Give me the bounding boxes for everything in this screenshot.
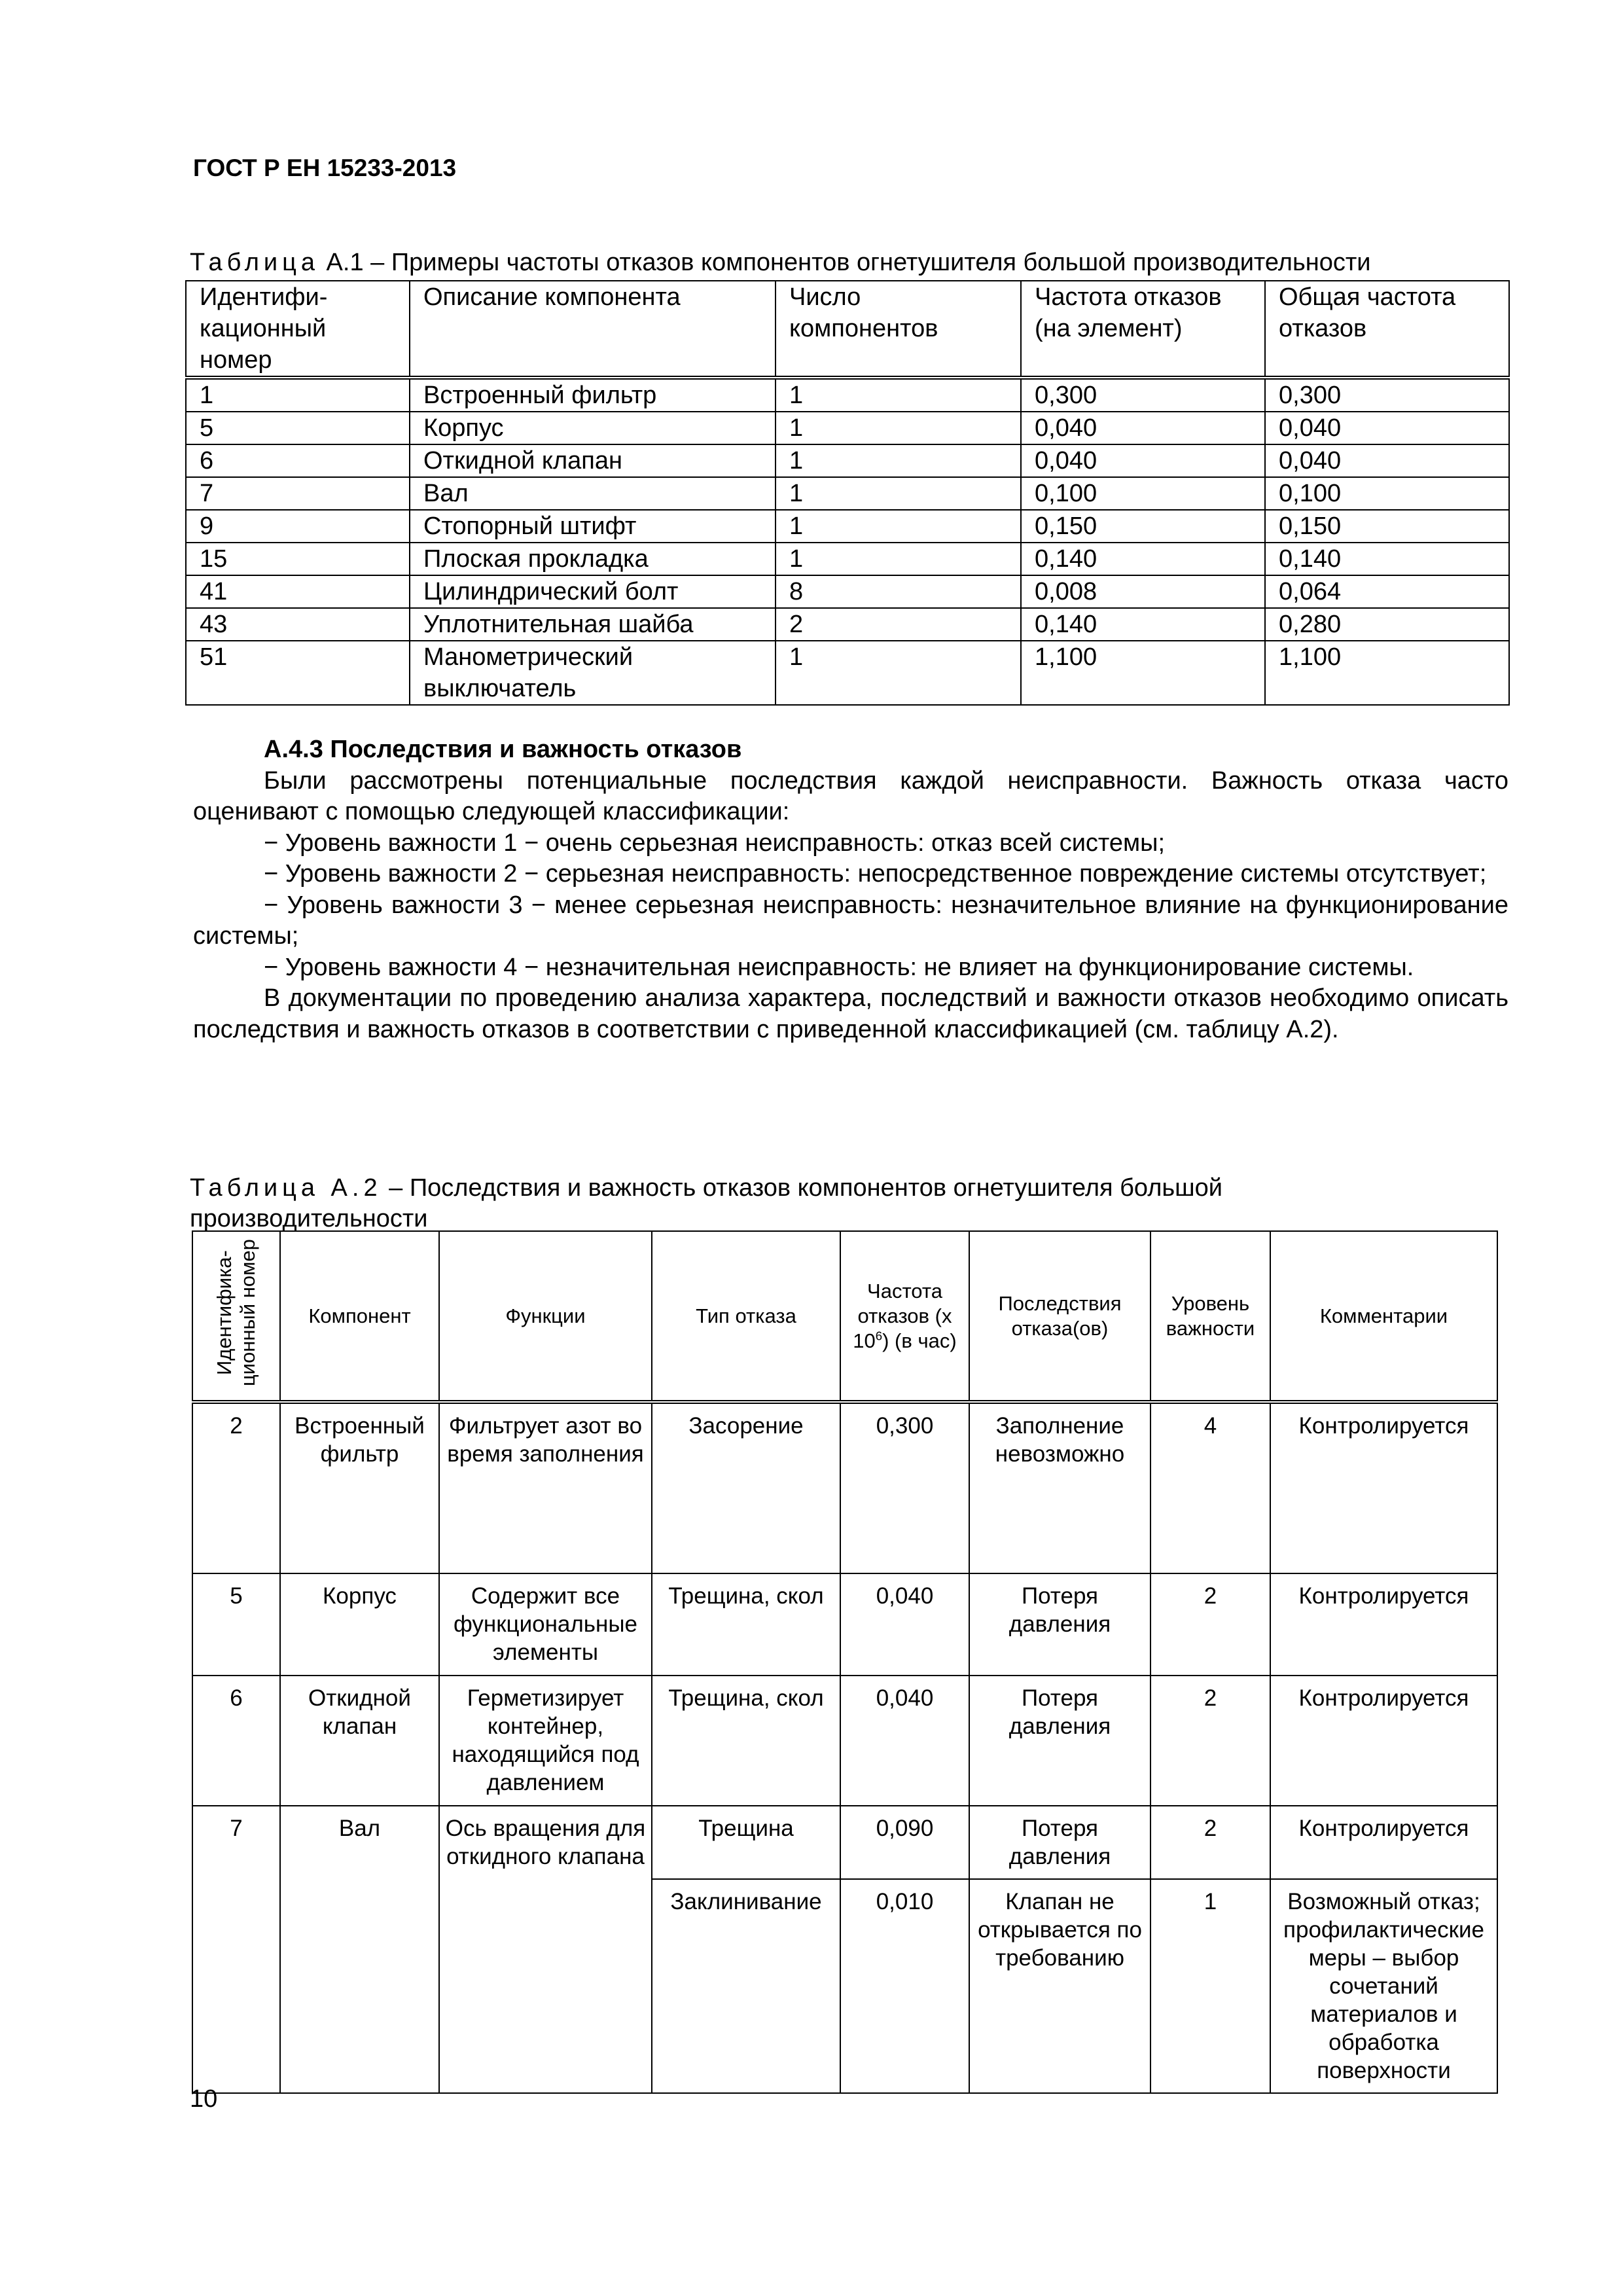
cell-component: Корпус — [280, 1573, 439, 1676]
cell-total: 0,280 — [1265, 608, 1509, 641]
cell-id: 1 — [186, 378, 410, 412]
table-row — [192, 1573, 1497, 1676]
table-row — [186, 641, 1509, 705]
cell-id: 43 — [186, 608, 410, 641]
cell-failure-type: Трещина — [652, 1806, 840, 1879]
table-row — [186, 412, 1509, 444]
col-component-header: Компонент — [280, 1231, 439, 1402]
cell-rate: 0,040 — [1021, 412, 1265, 444]
cell-comment: Контролируется — [1270, 1573, 1497, 1676]
cell-comment: Контролируется — [1270, 1402, 1497, 1573]
cell-severity: 1 — [1150, 1879, 1270, 2093]
cell-description: Уплотнительная шайба — [410, 608, 776, 641]
cell-id: 6 — [186, 444, 410, 477]
cell-description: Вал — [410, 477, 776, 510]
cell-count: 1 — [776, 477, 1021, 510]
cell-severity: 2 — [1150, 1676, 1270, 1806]
cell-count: 1 — [776, 412, 1021, 444]
col-id-header-text: Идентифика-ционный номер — [213, 1239, 259, 1387]
cell-total: 0,040 — [1265, 412, 1509, 444]
cell-id: 41 — [186, 575, 410, 608]
cell-function: Герметизирует контейнер, находящийся под давлением — [439, 1676, 652, 1806]
cell-consequence: Потеря давления — [969, 1676, 1150, 1806]
cell-component: Вал — [280, 1806, 439, 2093]
col-comments-header: Комментарии — [1270, 1231, 1497, 1402]
cell-frequency: 0,090 — [840, 1806, 969, 1879]
cell-count: 1 — [776, 378, 1021, 412]
cell-failure-type: Трещина, скол — [652, 1573, 840, 1676]
cell-consequence: Заполнение невозможно — [969, 1402, 1150, 1573]
cell-severity: 2 — [1150, 1573, 1270, 1676]
cell-frequency: 0,300 — [840, 1402, 969, 1573]
cell-comment: Контролируется — [1270, 1676, 1497, 1806]
table-row — [192, 1806, 1497, 1879]
col-severity-header: Уровень важности — [1150, 1231, 1270, 1402]
table2-caption-word: Таблица А.2 — [190, 1174, 382, 1202]
col-id-header — [192, 1231, 280, 1402]
cell-rate: 0,040 — [1021, 444, 1265, 477]
table-row — [186, 575, 1509, 608]
paragraph: Были рассмотрены потенциальные последствия каждой неисправности. Важность отказа часто оценивают с помощью следующей классификации: — [193, 766, 1508, 825]
cell-failure-type: Засорение — [652, 1402, 840, 1573]
cell-id: 51 — [186, 641, 410, 705]
col-rate-header: Частота отказов (на элемент) — [1021, 281, 1265, 378]
cell-count: 2 — [776, 608, 1021, 641]
col-total-header: Общая частота отказов — [1265, 281, 1509, 378]
cell-count: 1 — [776, 641, 1021, 705]
cell-description: Плоская прокладка — [410, 543, 776, 575]
cell-count: 1 — [776, 444, 1021, 477]
cell-count: 8 — [776, 575, 1021, 608]
cell-total: 0,140 — [1265, 543, 1509, 575]
cell-id: 5 — [186, 412, 410, 444]
col-consequence-header: Последствия отказа(ов) — [969, 1231, 1150, 1402]
cell-rate: 0,100 — [1021, 477, 1265, 510]
cell-total: 0,100 — [1265, 477, 1509, 510]
cell-frequency: 0,040 — [840, 1676, 969, 1806]
table2-header-row — [192, 1231, 1497, 1402]
cell-consequence: Потеря давления — [969, 1806, 1150, 1879]
paragraph: − Уровень важности 1 − очень серьезная неисправность: отказ всей системы; — [264, 829, 1166, 857]
cell-count: 1 — [776, 510, 1021, 543]
cell-id: 15 — [186, 543, 410, 575]
table-row — [186, 608, 1509, 641]
cell-description: Стопорный штифт — [410, 510, 776, 543]
paragraph: − Уровень важности 4 − незначительная неисправность: не влияет на функционирование системы. — [264, 953, 1414, 981]
cell-description: Встроенный фильтр — [410, 378, 776, 412]
cell-rate: 1,100 — [1021, 641, 1265, 705]
cell-count: 1 — [776, 543, 1021, 575]
cell-id: 2 — [192, 1402, 280, 1573]
freq-header-b: ) (в час) — [882, 1329, 957, 1352]
cell-description: Откидной клапан — [410, 444, 776, 477]
table-row — [186, 510, 1509, 543]
paragraph: − Уровень важности 3 − менее серьезная неисправность: незначительное влияние на функционирование системы; — [193, 891, 1508, 950]
failure-consequence-table — [192, 1230, 1498, 2094]
table-row — [186, 444, 1509, 477]
paragraph: В документации по проведению анализа характера, последствий и важности отказов необходимо описать последствия и важность отказов в соответствии с приведенной классификацией (см. таблицу А.2). — [193, 984, 1508, 1043]
col-frequency-header — [840, 1231, 969, 1402]
cell-total: 0,040 — [1265, 444, 1509, 477]
cell-function: Фильтрует азот во время заполнения — [439, 1402, 652, 1573]
cell-consequence: Потеря давления — [969, 1573, 1150, 1676]
cell-rate: 0,140 — [1021, 543, 1265, 575]
table2-caption-text: – Последствия и важность отказов компонентов огнетушителя большой производительности — [190, 1174, 1223, 1232]
cell-frequency: 0,040 — [840, 1573, 969, 1676]
cell-total: 0,150 — [1265, 510, 1509, 543]
cell-rate: 0,140 — [1021, 608, 1265, 641]
freq-header-exponent: 6 — [875, 1329, 883, 1343]
cell-id: 5 — [192, 1573, 280, 1676]
failure-rate-table — [185, 280, 1510, 706]
freq-header-a: Частота отказов (x 10 — [853, 1279, 952, 1352]
cell-comment: Возможный отказ; профилактические меры – выбор сочетаний материалов и обработка поверхности — [1270, 1879, 1497, 2093]
col-functions-header: Функции — [439, 1231, 652, 1402]
cell-frequency: 0,010 — [840, 1879, 969, 2093]
cell-description: Манометрический выключатель — [410, 641, 776, 705]
cell-id: 7 — [186, 477, 410, 510]
table-row — [186, 378, 1509, 412]
cell-total: 0,064 — [1265, 575, 1509, 608]
cell-total: 1,100 — [1265, 641, 1509, 705]
cell-description: Корпус — [410, 412, 776, 444]
paragraph: − Уровень важности 2 − серьезная неисправность: непосредственное повреждение системы отсутствует; — [264, 860, 1487, 888]
table1-caption-word: Таблица — [190, 249, 319, 276]
col-description-header: Описание компонента — [410, 281, 776, 378]
cell-rate: 0,300 — [1021, 378, 1265, 412]
table-row — [186, 477, 1509, 510]
table1-caption — [190, 249, 1371, 277]
cell-total: 0,300 — [1265, 378, 1509, 412]
cell-rate: 0,008 — [1021, 575, 1265, 608]
cell-failure-type: Заклинивание — [652, 1879, 840, 2093]
table-row — [192, 1402, 1497, 1573]
cell-rate: 0,150 — [1021, 510, 1265, 543]
table1-caption-text: А.1 – Примеры частоты отказов компонентов огнетушителя большой производительности — [319, 249, 1371, 276]
col-count-header: Число компонентов — [776, 281, 1021, 378]
cell-component: Встроенный фильтр — [280, 1402, 439, 1573]
col-id-header: Идентифи-кационный номер — [186, 281, 410, 378]
cell-failure-type: Трещина, скол — [652, 1676, 840, 1806]
cell-id: 7 — [192, 1806, 280, 2093]
cell-severity: 4 — [1150, 1402, 1270, 1573]
col-failure-type-header: Тип отказа — [652, 1231, 840, 1402]
table-row — [186, 543, 1509, 575]
table2-caption — [190, 1173, 1433, 1234]
cell-comment: Контролируется — [1270, 1806, 1497, 1879]
page-number: 10 — [190, 2085, 218, 2113]
cell-severity: 2 — [1150, 1806, 1270, 1879]
cell-id: 6 — [192, 1676, 280, 1806]
cell-id: 9 — [186, 510, 410, 543]
cell-function: Содержит все функциональные элементы — [439, 1573, 652, 1676]
cell-description: Цилиндрический болт — [410, 575, 776, 608]
cell-function: Ось вращения для откидного клапана — [439, 1806, 652, 2093]
section-heading: А.4.3 Последствия и важность отказов — [264, 736, 742, 763]
table1-header-row — [186, 281, 1509, 378]
cell-consequence: Клапан не открывается по требованию — [969, 1879, 1150, 2093]
cell-component: Откидной клапан — [280, 1676, 439, 1806]
section-a43 — [193, 734, 1508, 1045]
table-row — [192, 1676, 1497, 1806]
page-header: ГОСТ Р ЕН 15233-2013 — [193, 154, 457, 181]
